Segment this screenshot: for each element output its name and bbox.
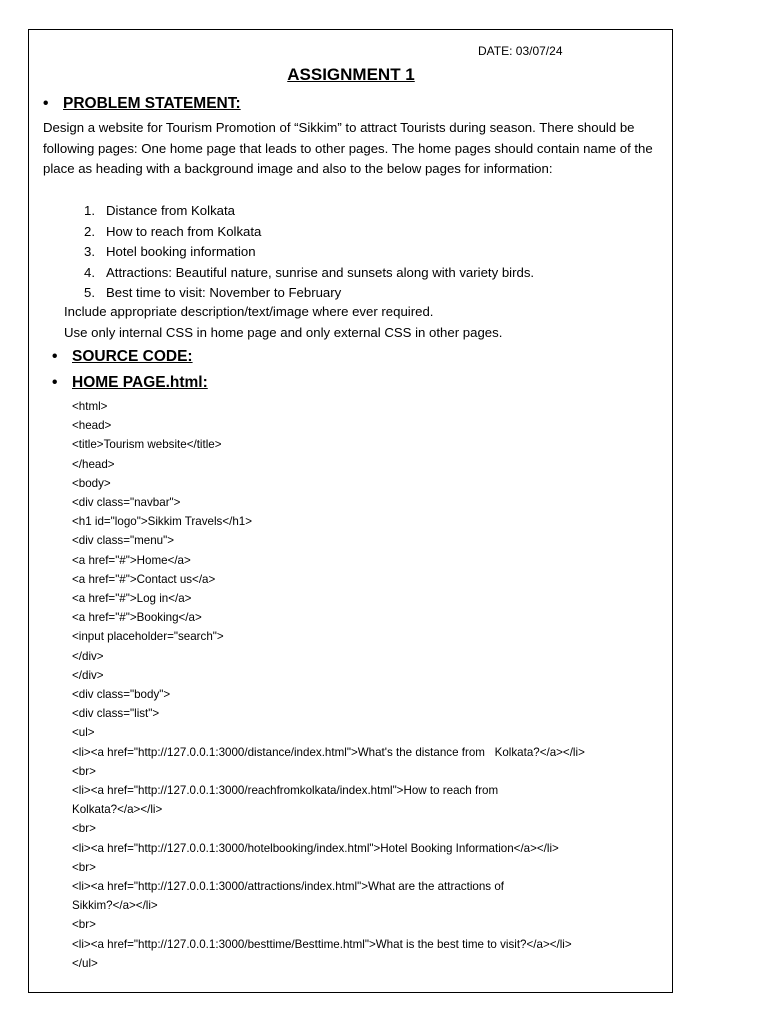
list-item-number: 5.	[84, 285, 95, 300]
bullet: •	[52, 348, 58, 365]
list-item-text: Attractions: Beautiful nature, sunrise and sunsets along with variety birds.	[106, 264, 535, 280]
code-line: </div>	[72, 649, 104, 663]
code-line: <div class="list">	[72, 707, 160, 721]
code-line: <li><a href="http://127.0.0.1:3000/besttime/Besttime.html">What is the best time to visit?</a></li>	[72, 937, 572, 951]
assignment-title: ASSIGNMENT 1	[287, 65, 415, 84]
note-description: Include appropriate description/text/image where ever required.	[64, 304, 434, 319]
code-line: <input placeholder="search">	[72, 630, 224, 644]
note-css: Use only internal CSS in home page and only external CSS in other pages.	[64, 325, 503, 340]
list-item-number: 4.	[84, 264, 95, 280]
list-item-text: Best time to visit: November to February	[106, 285, 342, 300]
list-item	[84, 263, 534, 284]
code-line: <br>	[72, 822, 96, 836]
list-item	[84, 222, 534, 243]
code-line: <ul>	[72, 726, 95, 740]
source-code-heading	[52, 348, 193, 366]
code-line: Kolkata?</a></li>	[72, 803, 163, 817]
code-line: </div>	[72, 668, 104, 682]
code-line: <html>	[72, 400, 108, 413]
date-label: DATE: 03/07/24	[478, 44, 563, 58]
source-code-block	[72, 397, 585, 973]
home-page-heading	[52, 374, 208, 392]
list-item-number: 3.	[84, 244, 95, 259]
code-line: <br>	[72, 918, 96, 932]
code-line: <li><a href="http://127.0.0.1:3000/distance/index.html">What's the distance from Kolkata?</a></li>	[72, 745, 585, 759]
list-item	[84, 242, 534, 263]
problem-statement-heading-text: PROBLEM STATEMENT:	[63, 95, 241, 112]
code-line: <div class="body">	[72, 688, 171, 702]
code-line: Sikkim?</a></li>	[72, 899, 158, 913]
list-item	[84, 283, 534, 304]
home-page-heading-text: HOME PAGE.html:	[72, 374, 208, 391]
list-item-number: 2.	[84, 223, 95, 239]
requirements-list	[84, 201, 534, 304]
code-line: <h1 id="logo">Sikkim Travels</h1>	[72, 515, 252, 529]
code-line: <a href="#">Log in</a>	[72, 592, 192, 606]
list-item-text: How to reach from Kolkata	[106, 223, 262, 239]
code-line: <head>	[72, 419, 112, 433]
code-line: </head>	[72, 457, 115, 471]
code-line: <div class="menu">	[72, 534, 175, 548]
code-line: <body>	[72, 476, 111, 490]
list-item	[84, 201, 534, 222]
code-line: <a href="#">Booking</a>	[72, 611, 202, 625]
code-line: <br>	[72, 860, 96, 874]
code-line: </ul>	[72, 956, 98, 970]
code-line: <title>Tourism website</title>	[72, 438, 222, 452]
code-line: <div class="navbar">	[72, 496, 181, 510]
problem-statement-text: Design a website for Tourism Promotion of “Sikkim” to attract Tourists during season. There should be following pages: One home page that leads to other pages. The home pages should contain name of the place as heading with a background image and also to the below pages for information:	[43, 120, 653, 176]
code-line: <a href="#">Home</a>	[72, 553, 191, 567]
list-item-text: Hotel booking information	[106, 244, 256, 259]
code-line: <li><a href="http://127.0.0.1:3000/reachfromkolkata/index.html">How to reach from	[72, 784, 499, 798]
code-line: <li><a href="http://127.0.0.1:3000/hotelbooking/index.html">Hotel Booking Information</a></li>	[72, 841, 559, 855]
bullet: •	[52, 374, 58, 391]
code-line: <br>	[72, 764, 96, 778]
code-line: <li><a href="http://127.0.0.1:3000/attractions/index.html">What are the attractions of	[72, 880, 504, 894]
code-line: <a href="#">Contact us</a>	[72, 572, 216, 586]
bullet: •	[43, 95, 49, 112]
source-code-heading-text: SOURCE CODE:	[72, 348, 193, 365]
list-item-number: 1.	[84, 203, 95, 218]
problem-statement-heading	[43, 95, 241, 113]
list-item-text: Distance from Kolkata	[106, 203, 235, 218]
